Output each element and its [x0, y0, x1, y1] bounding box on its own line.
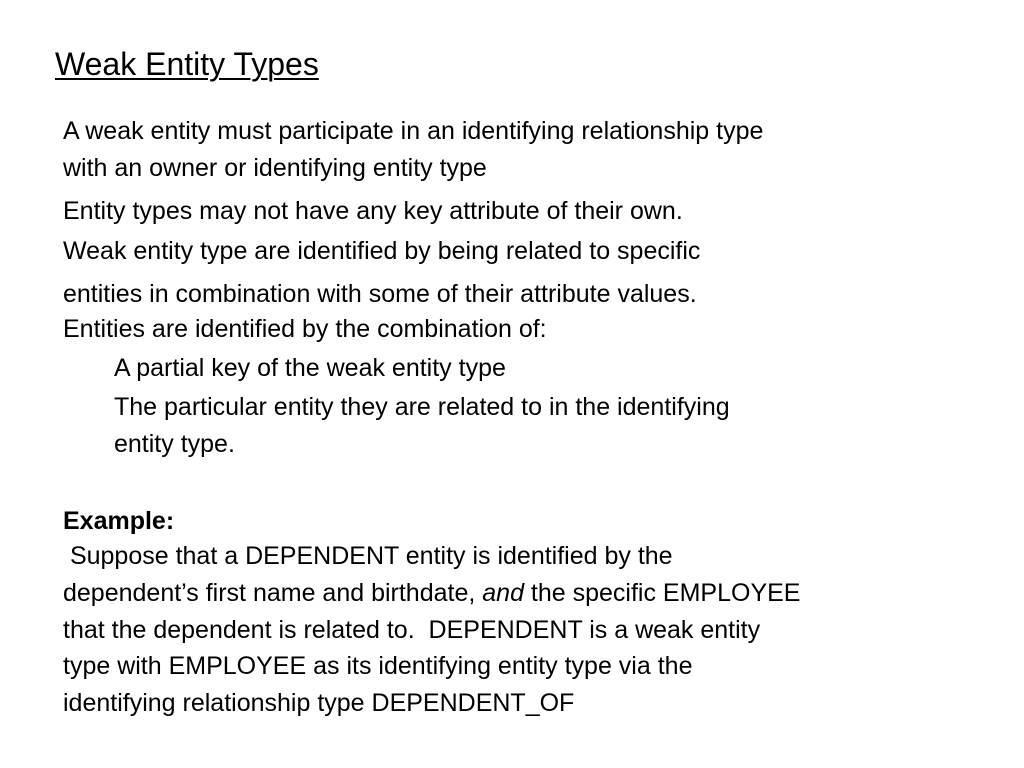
- example-line: type with EMPLOYEE as its identifying entity type via the: [63, 652, 693, 680]
- example-line: identifying relationship type DEPENDENT_OF: [63, 689, 575, 717]
- example-text: the specific EMPLOYEE: [523, 579, 801, 607]
- example-line: that the dependent is related to. DEPENDENT is a weak entity: [63, 616, 761, 644]
- slide-title: Weak Entity Types: [55, 46, 319, 82]
- sub-bullet-line: The particular entity they are related to in the identifying: [114, 393, 730, 421]
- paragraph-line: entities in combination with some of their attribute values.: [63, 280, 697, 308]
- paragraph-line: with an owner or identifying entity type: [63, 154, 487, 182]
- paragraph-line: Entity types may not have any key attribute of their own.: [63, 197, 683, 225]
- example-line: Suppose that a DEPENDENT entity is identified by the: [63, 542, 673, 570]
- example-text: dependent’s first name and birthdate,: [63, 579, 483, 607]
- example-italic-text: and: [482, 579, 524, 607]
- paragraph-line: A weak entity must participate in an identifying relationship type: [63, 117, 764, 145]
- example-line: [63, 578, 801, 608]
- paragraph-line: Entities are identified by the combination of:: [63, 315, 547, 343]
- example-heading: Example:: [63, 507, 175, 535]
- sub-bullet-line: A partial key of the weak entity type: [114, 354, 506, 382]
- paragraph-line: Weak entity type are identified by being related to specific: [63, 237, 701, 265]
- sub-bullet-line: entity type.: [114, 430, 235, 458]
